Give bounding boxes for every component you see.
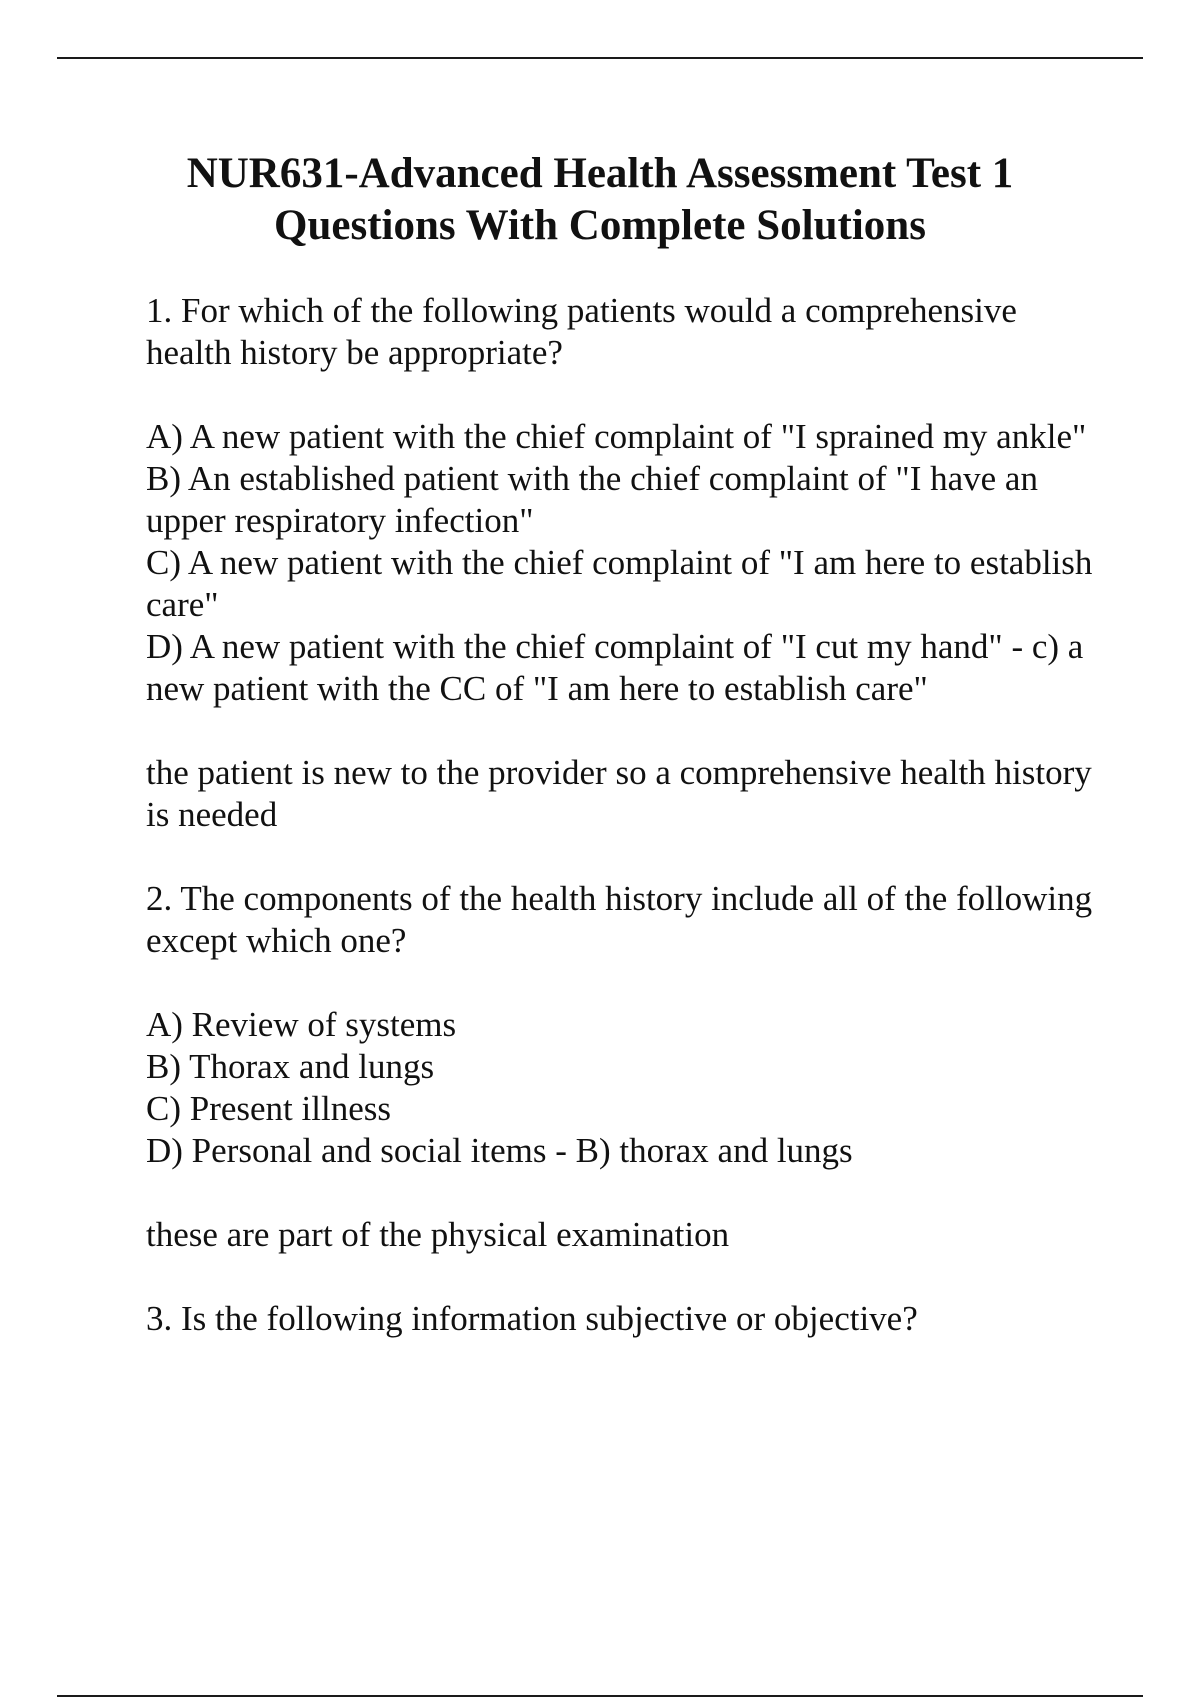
question-block-2 xyxy=(146,878,1106,1256)
question-text: 2. The components of the health history include all of the following except which one? xyxy=(146,879,1093,960)
option-b: B) An established patient with the chief complaint of "I have an upper respiratory infection" xyxy=(146,459,1038,540)
answer-explanation: the patient is new to the provider so a comprehensive health history is needed xyxy=(146,753,1092,834)
option-d-with-answer: D) A new patient with the chief complaint of "I cut my hand" - c) a new patient with the CC of "I am here to establish care" xyxy=(146,627,1084,708)
document-body xyxy=(146,290,1106,1340)
question-text: 3. Is the following information subjective or objective? xyxy=(146,1299,918,1338)
question-text: 1. For which of the following patients would a comprehensive health history be appropriate? xyxy=(146,291,1017,372)
document-title xyxy=(60,148,1140,252)
option-a: A) Review of systems xyxy=(146,1005,457,1044)
title-line-2: Questions With Complete Solutions xyxy=(274,202,926,249)
question-block-3 xyxy=(146,1298,1106,1340)
option-a: A) A new patient with the chief complaint of "I sprained my ankle" xyxy=(146,417,1087,456)
question-block-1 xyxy=(146,290,1106,836)
answer-explanation: these are part of the physical examination xyxy=(146,1215,730,1254)
option-c: C) A new patient with the chief complaint of "I am here to establish care" xyxy=(146,543,1093,624)
answer-options xyxy=(146,416,1106,710)
answer-options xyxy=(146,1004,1106,1172)
bottom-rule xyxy=(57,1695,1143,1697)
option-c: C) Present illness xyxy=(146,1089,391,1128)
option-d-with-answer: D) Personal and social items - B) thorax and lungs xyxy=(146,1131,853,1170)
option-b: B) Thorax and lungs xyxy=(146,1047,435,1086)
top-rule xyxy=(57,57,1143,59)
title-line-1: NUR631-Advanced Health Assessment Test 1 xyxy=(186,150,1014,197)
